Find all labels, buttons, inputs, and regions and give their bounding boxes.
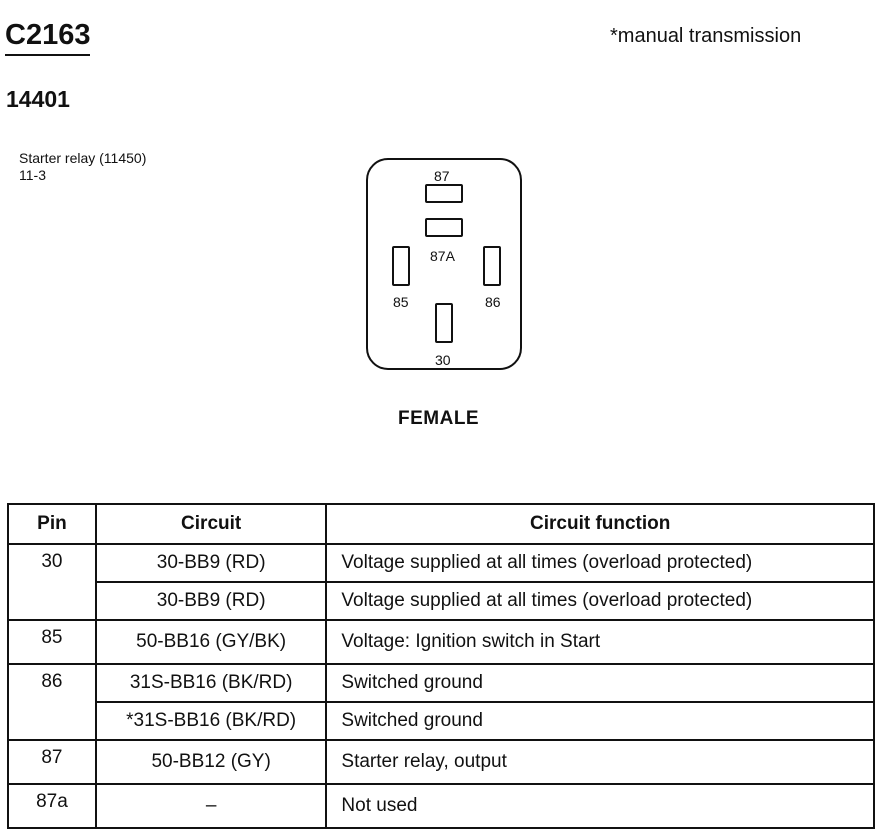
pin-label-87a: 87A	[430, 248, 455, 264]
circuit-cell: –	[96, 784, 327, 828]
table-row	[8, 544, 874, 582]
component-name: Starter relay (11450)	[19, 150, 147, 166]
pin-cell: 30	[8, 544, 96, 620]
pin-label-85: 85	[393, 294, 409, 310]
table-row	[8, 740, 874, 784]
pin-cell: 87a	[8, 784, 96, 828]
connector-gender: FEMALE	[398, 408, 480, 429]
part-number: 14401	[6, 86, 70, 112]
table-row	[8, 784, 874, 828]
component-info	[19, 150, 146, 184]
circuit-cell: 50-BB12 (GY)	[96, 740, 327, 784]
table-row	[8, 664, 874, 702]
function-cell: Voltage supplied at all times (overload protected)	[326, 582, 874, 620]
table-row	[8, 582, 874, 620]
function-cell: Not used	[326, 784, 874, 828]
pin-label-86: 86	[485, 294, 501, 310]
connector-face-diagram	[366, 158, 522, 370]
circuit-cell: 50-BB16 (GY/BK)	[96, 620, 327, 664]
pin-cell: 86	[8, 664, 96, 740]
function-cell: Starter relay, output	[326, 740, 874, 784]
pin-cell: 87	[8, 740, 96, 784]
pin-label-87: 87	[434, 168, 450, 184]
table-row	[8, 702, 874, 740]
function-cell: Switched ground	[326, 702, 874, 740]
transmission-note: *manual transmission	[610, 25, 802, 47]
table-header-row	[8, 504, 874, 544]
pin-slot-87a	[425, 218, 463, 237]
pin-slot-85	[392, 246, 410, 286]
pin-table	[7, 503, 875, 829]
pin-label-30: 30	[435, 352, 451, 368]
function-cell: Voltage: Ignition switch in Start	[326, 620, 874, 664]
component-page-ref: 11-3	[19, 167, 46, 183]
pin-slot-86	[483, 246, 501, 286]
circuit-cell: 30-BB9 (RD)	[96, 544, 327, 582]
connector-id: C2163	[5, 18, 90, 56]
header-circuit-function: Circuit function	[326, 504, 874, 544]
pin-slot-87	[425, 184, 463, 203]
pin-slot-30	[435, 303, 453, 343]
circuit-cell: 30-BB9 (RD)	[96, 582, 327, 620]
pin-cell: 85	[8, 620, 96, 664]
table-row	[8, 620, 874, 664]
circuit-cell: 31S-BB16 (BK/RD)	[96, 664, 327, 702]
circuit-cell: *31S-BB16 (BK/RD)	[96, 702, 327, 740]
header-circuit: Circuit	[96, 504, 327, 544]
function-cell: Voltage supplied at all times (overload protected)	[326, 544, 874, 582]
header-pin: Pin	[8, 504, 96, 544]
function-cell: Switched ground	[326, 664, 874, 702]
